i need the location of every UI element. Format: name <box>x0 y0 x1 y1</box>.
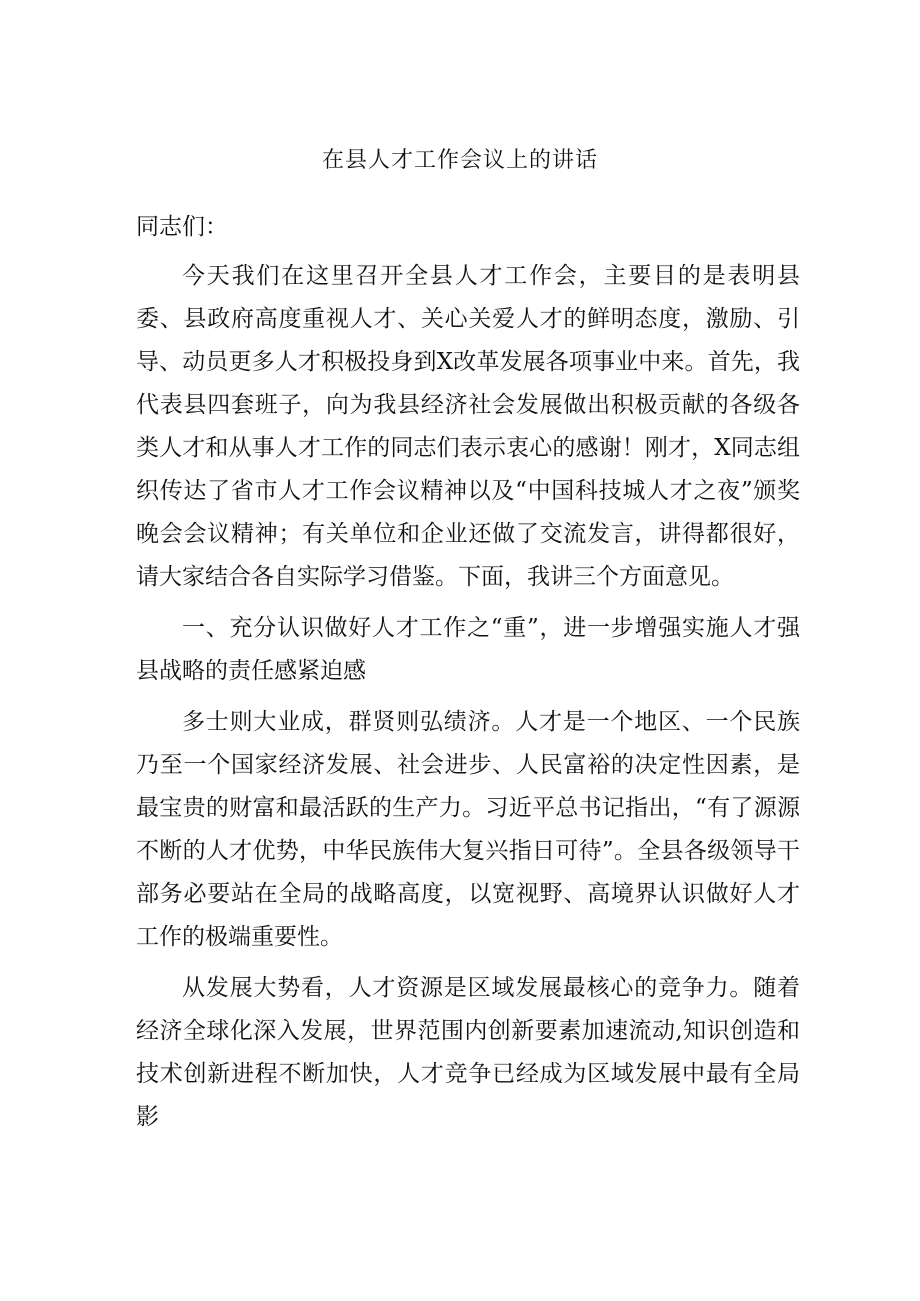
document-body <box>136 206 800 1147</box>
paragraph-opening: 今天我们在这里召开全县人才工作会，主要目的是表明县委、县政府高度重视人才、关心关爱人才的鲜明态度，激励、引导、动员更多人才积极投身到X改革发展各项事业中来。首先，我代表县四套班子，向为我县经济社会发展做出积极贡献的各级各类人才和从事人才工作的同志们表示衷心的感谢！刚才，X同志组织传达了省市人才工作会议精神以及“中国科技城人才之夜”颁奖晚会会议精神；有关单位和企业还做了交流发言，讲得都很好，请大家结合各自实际学习借鉴。下面，我讲三个方面意见。 <box>136 263 800 590</box>
paragraph-development-trend: 从发展大势看，人才资源是区域发展最核心的竞争力。随着经济全球化深入发展，世界范围内创新要素加速流动,知识创造和技术创新进程不断加快，人才竞争已经成为区域发展中最有全局影 <box>136 975 800 1130</box>
salutation: 同志们： <box>136 214 228 240</box>
document-title: 在县人才工作会议上的讲话 <box>321 148 598 173</box>
section-heading-1: 一、充分认识做好人才工作之“重”，进一步增强实施人才强县战略的责任感紧迫感 <box>136 615 800 684</box>
paragraph-talent-importance: 多士则大业成，群贤则弘绩济。人才是一个地区、一个民族乃至一个国家经济发展、社会进步、人民富裕的决定性因素，是最宝贵的财富和最活跃的生产力。习近平总书记指出，“有了源源不断的人才优势，中华民族伟大复兴指日可待”。全县各级领导干部务必要站在全局的战略高度，以宽视野、高境界认识做好人才工作的极端重要性。 <box>136 709 800 950</box>
